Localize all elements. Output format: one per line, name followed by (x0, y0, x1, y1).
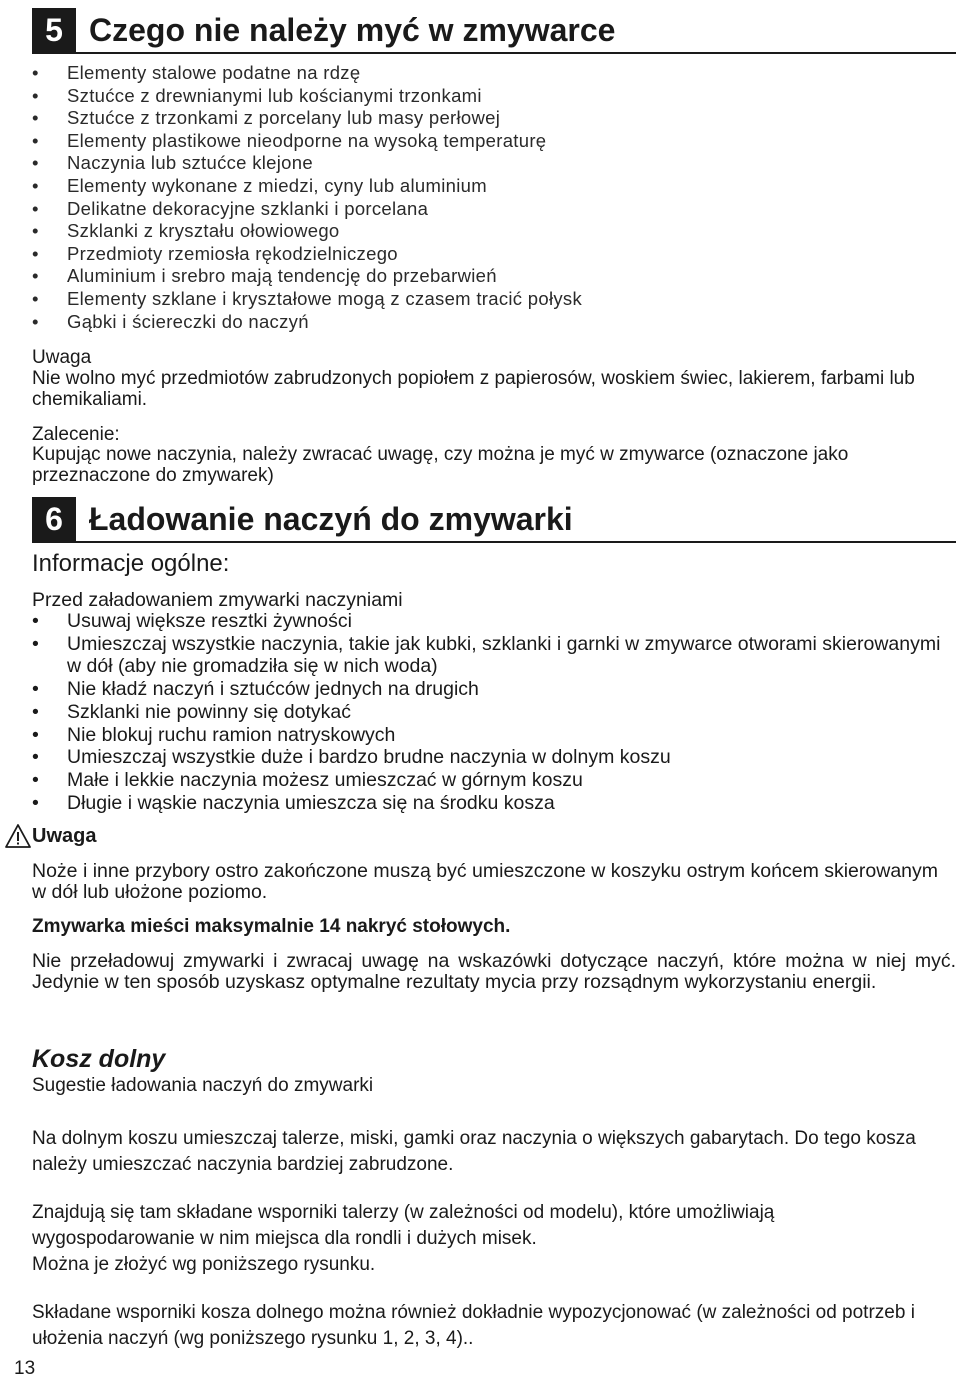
lower-basket-paragraph-3: Składane wsporniki kosza dolnego można również dokładnie wypozycjonować (w zależności od potrzeb i ułożenia naczyń (wg poniższego rysunku 1, 2, 3, 4).. (32, 1302, 915, 1349)
list-item: • Elementy stalowe podatne na rdzę (32, 62, 956, 85)
lower-basket-subheading: Sugestie ładowania naczyń do zmywarki (32, 1075, 374, 1096)
list-item: • Sztućce z drewnianymi lub kościanymi trzonkami (32, 85, 956, 108)
before-loading-text: Przed załadowaniem zmywarki naczyniami (32, 589, 403, 611)
warning-text: Noże i inne przybory ostro zakończone muszą być umieszczone w koszyku ostrym końcem skierowanym w dół lub ułożone poziomo. (32, 860, 939, 903)
list-item: • Małe i lekkie naczynia możesz umieszczać w górnym koszu (32, 769, 956, 792)
not-dishwasher-safe-list (32, 62, 956, 333)
list-item: • Nie blokuj ruchu ramion natryskowych (32, 724, 956, 747)
list-item: • Elementy wykonane z miedzi, cyny lub aluminium (32, 175, 956, 198)
list-item: • Usuwaj większe resztki żywności (32, 610, 956, 633)
section-6-header (32, 497, 956, 543)
section-5-header (32, 8, 956, 54)
loading-tips-list (32, 610, 956, 814)
recommendation-label: Zalecenie: (32, 424, 120, 445)
list-item: • Aluminium i srebro mają tendencję do przebarwień (32, 265, 956, 288)
lower-basket-paragraph-1: Na dolnym koszu umieszczaj talerze, miski, gamki oraz naczynia o większych gabarytach. Do tego kosza należy umieszczać naczynia bardziej zabrudzone. (32, 1128, 916, 1175)
note-label: Uwaga (32, 347, 92, 368)
section-title: Ładowanie naczyń do zmywarki (89, 501, 573, 537)
list-item: • Elementy plastikowe nieodporne na wysoką temperaturę (32, 130, 956, 153)
overload-text: Nie przeładowuj zmywarki i zwracaj uwagę na wskazówki dotyczące naczyń, które można w niej myć. Jedynie w ten sposób uzyskasz optymalne rezultaty mycia przy rozsądnym wykorzystaniu energii. (32, 950, 956, 993)
section-number: 5 (32, 8, 76, 52)
list-item: • Elementy szklane i kryształowe mogą z czasem tracić połysk (32, 288, 956, 311)
warning-triangle-icon (4, 823, 32, 849)
lower-basket-paragraph-2: Znajdują się tam składane wsporniki talerzy (w zależności od modelu), które umożliwiają wygospodarowanie w nim miejsca dla rondli i dużych misek. (32, 1202, 775, 1249)
list-item: • Długie i wąskie naczynia umieszcza się na środku kosza (32, 792, 956, 815)
list-item: • Nie kładź naczyń i sztućców jednych na drugich (32, 678, 956, 701)
capacity-text: Zmywarka mieści maksymalnie 14 nakryć stołowych. (32, 916, 511, 937)
list-item: • Umieszczaj wszystkie duże i bardzo brudne naczynia w dolnym koszu (32, 746, 956, 769)
recommendation-text: Kupując nowe naczynia, należy zwracać uwagę, czy można je myć w zmywarce (oznaczone jako przeznaczone do zmywarek) (32, 444, 849, 486)
list-item: • Szklanki z kryształu ołowiowego (32, 220, 956, 243)
page-number: 13 (14, 1358, 36, 1379)
warning-label: Uwaga (32, 825, 97, 847)
list-item: • Gąbki i ściereczki do naczyń (32, 311, 956, 334)
general-info-heading: Informacje ogólne: (32, 550, 230, 577)
list-item: • Umieszczaj wszystkie naczynia, takie jak kubki, szklanki i garnki w zmywarce otworami skierowanymi w dół (aby nie gromadziła się w nich woda) (32, 633, 956, 678)
section-number: 6 (32, 497, 76, 541)
lower-basket-heading: Kosz dolny (32, 1045, 166, 1073)
list-item: • Delikatne dekoracyjne szklanki i porcelana (32, 198, 956, 221)
list-item: • Sztućce z trzonkami z porcelany lub masy perłowej (32, 107, 956, 130)
lower-basket-paragraph-2b: Można je złożyć wg poniższego rysunku. (32, 1254, 376, 1275)
list-item: • Szklanki nie powinny się dotykać (32, 701, 956, 724)
list-item: • Naczynia lub sztućce klejone (32, 152, 956, 175)
note-text: Nie wolno myć przedmiotów zabrudzonych popiołem z papierosów, woskiem świec, lakierem, farbami lub chemikaliami. (32, 368, 915, 410)
list-item: • Przedmioty rzemiosła rękodzielniczego (32, 243, 956, 266)
section-title: Czego nie należy myć w zmywarce (89, 12, 616, 48)
